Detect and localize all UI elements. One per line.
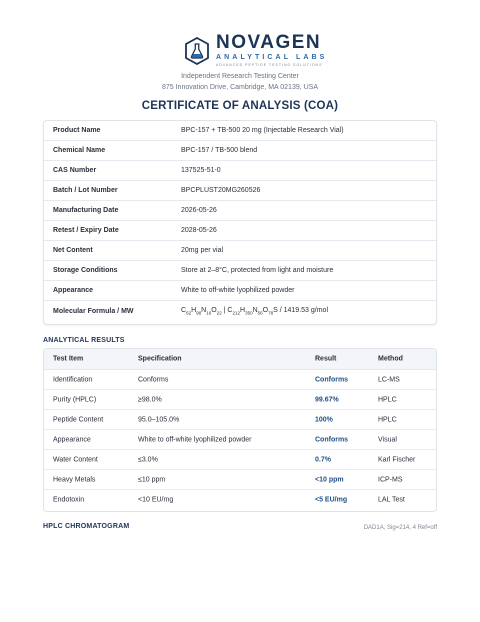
logo-tagline: ADVANCED PEPTIDE TESTING SOLUTIONS: [216, 63, 323, 67]
info-label: Batch / Lot Number: [53, 187, 118, 194]
column-header: Method: [378, 355, 403, 363]
test-item: Peptide Content: [53, 416, 104, 423]
info-row-cas-number: [44, 161, 436, 181]
info-label: Retest / Expiry Date: [53, 227, 119, 234]
info-row-expiry-date: [44, 221, 436, 241]
info-value: 2028-05-26: [181, 227, 217, 234]
test-item: Purity (HPLC): [53, 396, 97, 403]
document-title: CERTIFICATE OF ANALYSIS (COA): [141, 100, 339, 112]
analytical-results-table: [43, 348, 437, 512]
info-value: Store at 2–8°C, protected from light and moisture: [181, 267, 334, 274]
result-value: <5 EU/mg: [315, 496, 348, 504]
info-label: Molecular Formula / MW: [53, 307, 134, 315]
logo-subtitle: ANALYTICAL LABS: [216, 54, 328, 61]
flask-hexagon-icon: [184, 37, 210, 65]
table-header: [44, 349, 436, 370]
info-row-product-name: [44, 121, 436, 141]
result-value: Conforms: [315, 376, 349, 383]
specification: White to off-white lyophilized powder: [138, 436, 252, 443]
result-value: <10 ppm: [315, 476, 344, 483]
info-label: Net Content: [53, 247, 93, 254]
info-label: Product Name: [53, 127, 101, 134]
info-value: White to off-white lyophilized powder: [181, 287, 295, 294]
table-row: [44, 370, 436, 390]
info-label: CAS Number: [53, 167, 97, 174]
column-header: Result: [315, 355, 337, 363]
test-item: Appearance: [53, 436, 91, 443]
info-row-net-content: [44, 241, 436, 261]
logo-title: NOVAGEN: [216, 32, 322, 53]
method: HPLC: [378, 416, 397, 423]
info-value: 2026-05-26: [181, 207, 217, 214]
result-value: 100%: [315, 416, 333, 423]
info-row-manufacturing-date: [44, 201, 436, 221]
info-value: BPC-157 / TB-500 blend: [181, 147, 258, 154]
info-row-appearance: [44, 281, 436, 301]
table-row: [44, 490, 436, 510]
column-header: Test Item: [53, 355, 84, 363]
hplc-chromatogram-heading: HPLC CHROMATOGRAM: [43, 523, 130, 530]
table-row: [44, 410, 436, 430]
info-row-molecular-formula: [44, 301, 436, 321]
info-row-storage: [44, 261, 436, 281]
table-row: [44, 430, 436, 450]
column-header: Specification: [138, 355, 182, 363]
specification: ≤3.0%: [138, 456, 158, 463]
info-row-batch-lot: [44, 181, 436, 201]
specification: Conforms: [138, 376, 169, 383]
result-value: 99.67%: [315, 396, 339, 403]
detector-signal-note: DAD1A, Sig=214, 4 Ref=off: [363, 525, 437, 531]
company-logo: [184, 33, 327, 68]
table-row: [44, 390, 436, 410]
method: LAL Test: [378, 496, 405, 504]
method: LC-MS: [378, 376, 400, 383]
product-info-table: [43, 120, 437, 325]
specification: ≥98.0%: [138, 396, 162, 403]
test-item: Heavy Metals: [53, 476, 96, 483]
result-value: Conforms: [315, 436, 349, 443]
info-value: BPC-157 + TB-500 20 mg (Injectable Research Vial): [181, 127, 344, 134]
info-value: 20mg per vial: [181, 247, 224, 254]
method: Karl Fischer: [378, 456, 416, 463]
analytical-results-heading: ANALYTICAL RESULTS: [43, 337, 125, 344]
table-row: [44, 450, 436, 470]
table-row: [44, 470, 436, 490]
info-label: Chemical Name: [53, 147, 106, 154]
info-label: Storage Conditions: [53, 267, 118, 274]
result-value: 0.7%: [315, 456, 331, 463]
test-item: Endotoxin: [53, 496, 85, 504]
specification: <10 EU/mg: [138, 496, 174, 504]
method: ICP-MS: [378, 476, 403, 483]
test-item: Water Content: [53, 456, 98, 463]
info-value: 137525-51-0: [181, 167, 221, 174]
test-item: Identification: [53, 376, 93, 383]
info-label: Appearance: [53, 287, 94, 294]
specification: ≤10 ppm: [138, 476, 166, 483]
info-row-chemical-name: [44, 141, 436, 161]
method: HPLC: [378, 396, 397, 403]
molecular-formula-value: $C_{62}H_{98}N_{16}O_{22}$ | $C_{212}H_{350}N_{56}O_{78}S / 1419.53$ g/mol: [181, 306, 328, 316]
info-value: BPCPLUST20MG260526: [181, 187, 261, 194]
method: Visual: [378, 436, 397, 443]
info-label: Manufacturing Date: [53, 207, 119, 214]
testing-center-name: Independent Research Testing Center: [181, 73, 299, 80]
testing-center-address: 875 Innovation Drive, Cambridge, MA 02139, USA: [161, 84, 319, 91]
specification: 95.0–105.0%: [138, 416, 180, 423]
